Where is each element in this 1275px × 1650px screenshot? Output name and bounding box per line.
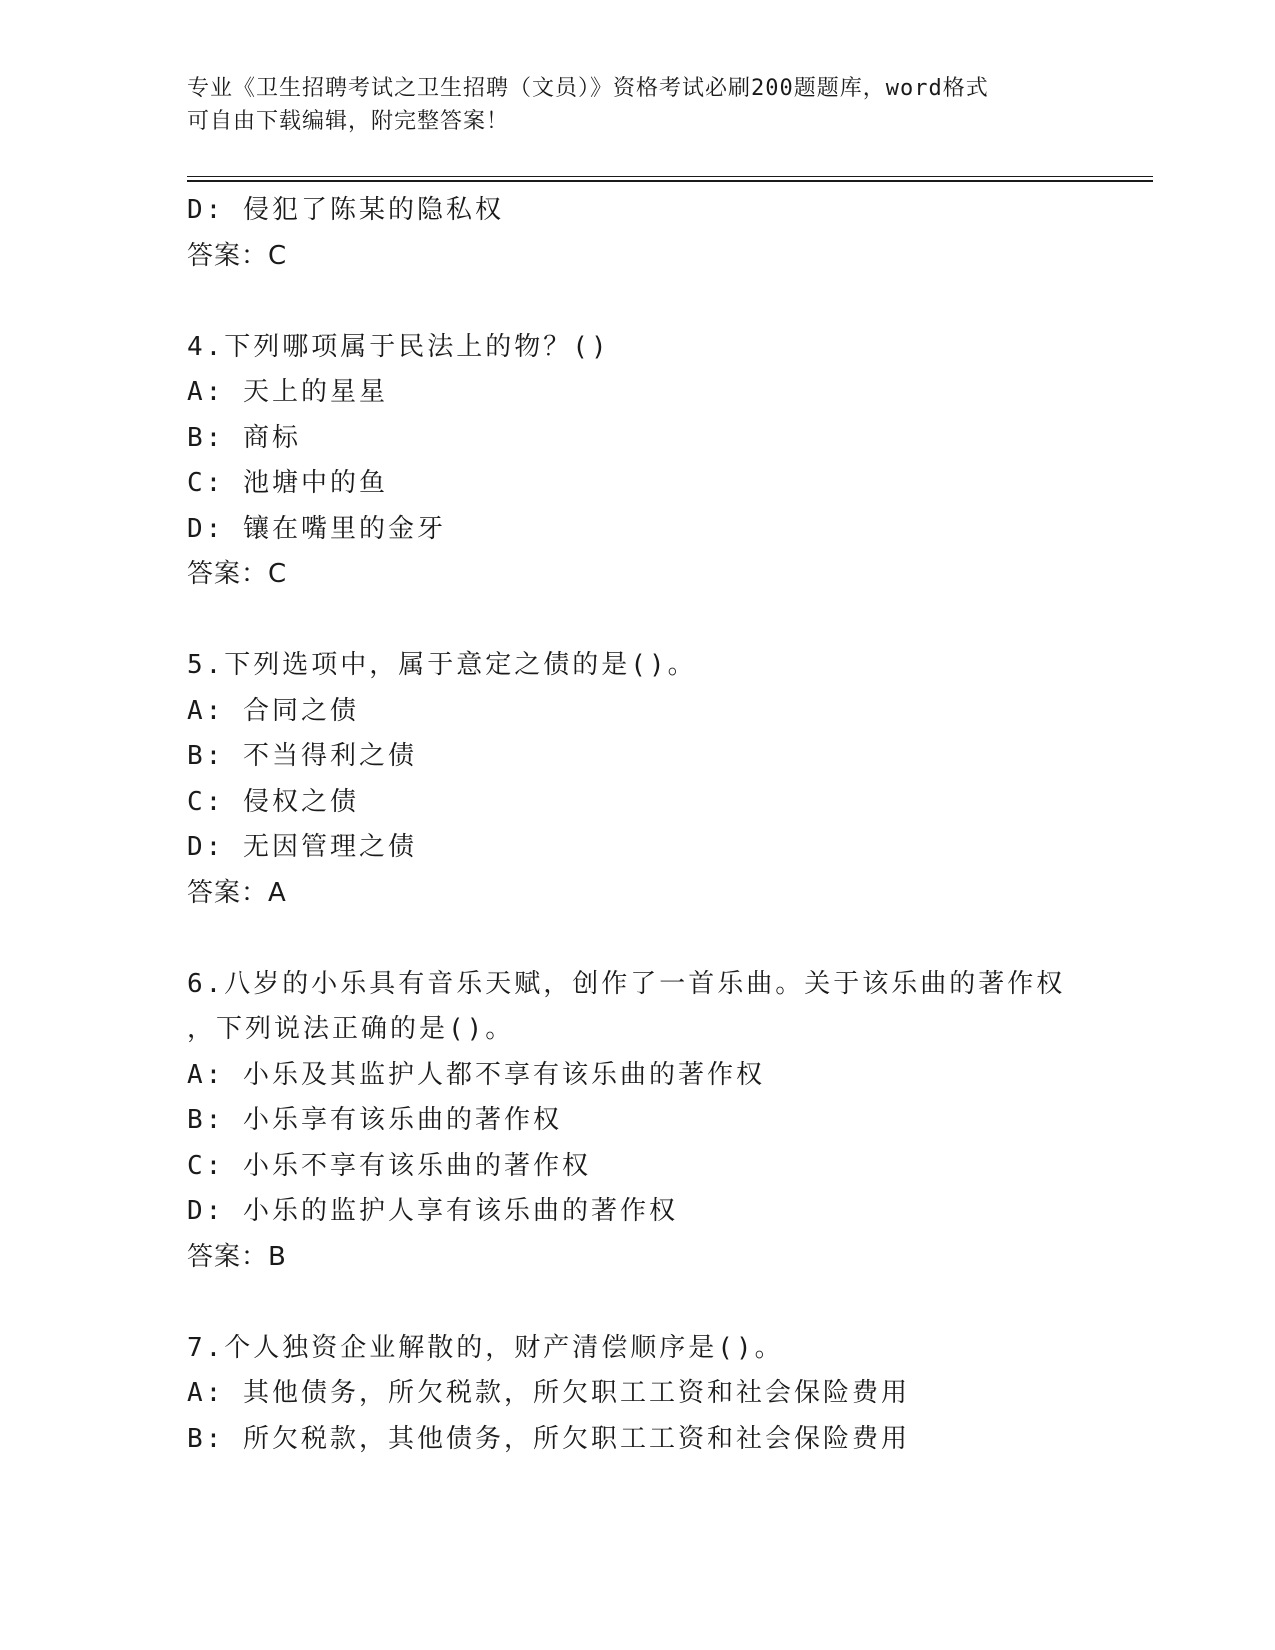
question-list xyxy=(187,188,1167,1462)
option-a: A: 小乐及其监护人都不享有该乐曲的著作权 xyxy=(187,1059,765,1090)
option-d: D: 无因管理之债 xyxy=(187,832,417,862)
option-d: D: 小乐的监护人享有该乐曲的著作权 xyxy=(187,1196,678,1226)
answer: 答案：C xyxy=(187,559,288,589)
option-d: D: 镶在嘴里的金牙 xyxy=(187,513,446,544)
option-a: A: 合同之债 xyxy=(187,695,359,726)
question-stem: 4.下列哪项属于民法上的物？() xyxy=(187,331,610,362)
question-7 xyxy=(187,1326,1167,1463)
option-d: D: 侵犯了陈某的隐私权 xyxy=(187,195,504,225)
option-c: C: 侵权之债 xyxy=(187,786,359,817)
answer: 答案：C xyxy=(187,240,288,271)
spacer xyxy=(187,916,1167,962)
answer: 答案：A xyxy=(187,877,287,908)
question-stem: 6.八岁的小乐具有音乐天赋，创作了一首乐曲。关于该乐曲的著作权 xyxy=(187,968,1066,999)
header-line-2: 可自由下载编辑，附完整答案！ xyxy=(187,109,510,134)
question-stem-continued: ，下列说法正确的是()。 xyxy=(187,1014,515,1044)
question-3-tail xyxy=(187,188,1167,279)
option-a: A: 其他债务，所欠税款，所欠职工工资和社会保险费用 xyxy=(187,1378,910,1408)
option-b: B: 所欠税款，其他债务，所欠职工工资和社会保险费用 xyxy=(187,1423,910,1454)
answer: 答案：B xyxy=(187,1241,287,1272)
header-divider-thin xyxy=(187,176,1153,177)
option-b: B: 商标 xyxy=(187,422,301,453)
document-header xyxy=(187,72,1087,138)
option-c: C: 小乐不享有该乐曲的著作权 xyxy=(187,1150,591,1181)
option-b: B: 不当得利之债 xyxy=(187,741,417,771)
option-b: B: 小乐享有该乐曲的著作权 xyxy=(187,1105,562,1135)
option-a: A: 天上的星星 xyxy=(187,377,388,407)
question-6 xyxy=(187,962,1167,1281)
question-5 xyxy=(187,643,1167,916)
option-c: C: 池塘中的鱼 xyxy=(187,468,388,498)
question-stem: 7.个人独资企业解散的，财产清偿顺序是()。 xyxy=(187,1332,784,1363)
question-stem: 5.下列选项中，属于意定之债的是()。 xyxy=(187,650,697,680)
spacer xyxy=(187,279,1167,325)
spacer xyxy=(187,1280,1167,1326)
spacer xyxy=(187,598,1167,644)
header-divider-thick xyxy=(187,180,1153,182)
question-4 xyxy=(187,325,1167,598)
header-line-1: 专业《卫生招聘考试之卫生招聘（文员）》资格考试必刷200题题库，word格式 xyxy=(187,76,989,101)
